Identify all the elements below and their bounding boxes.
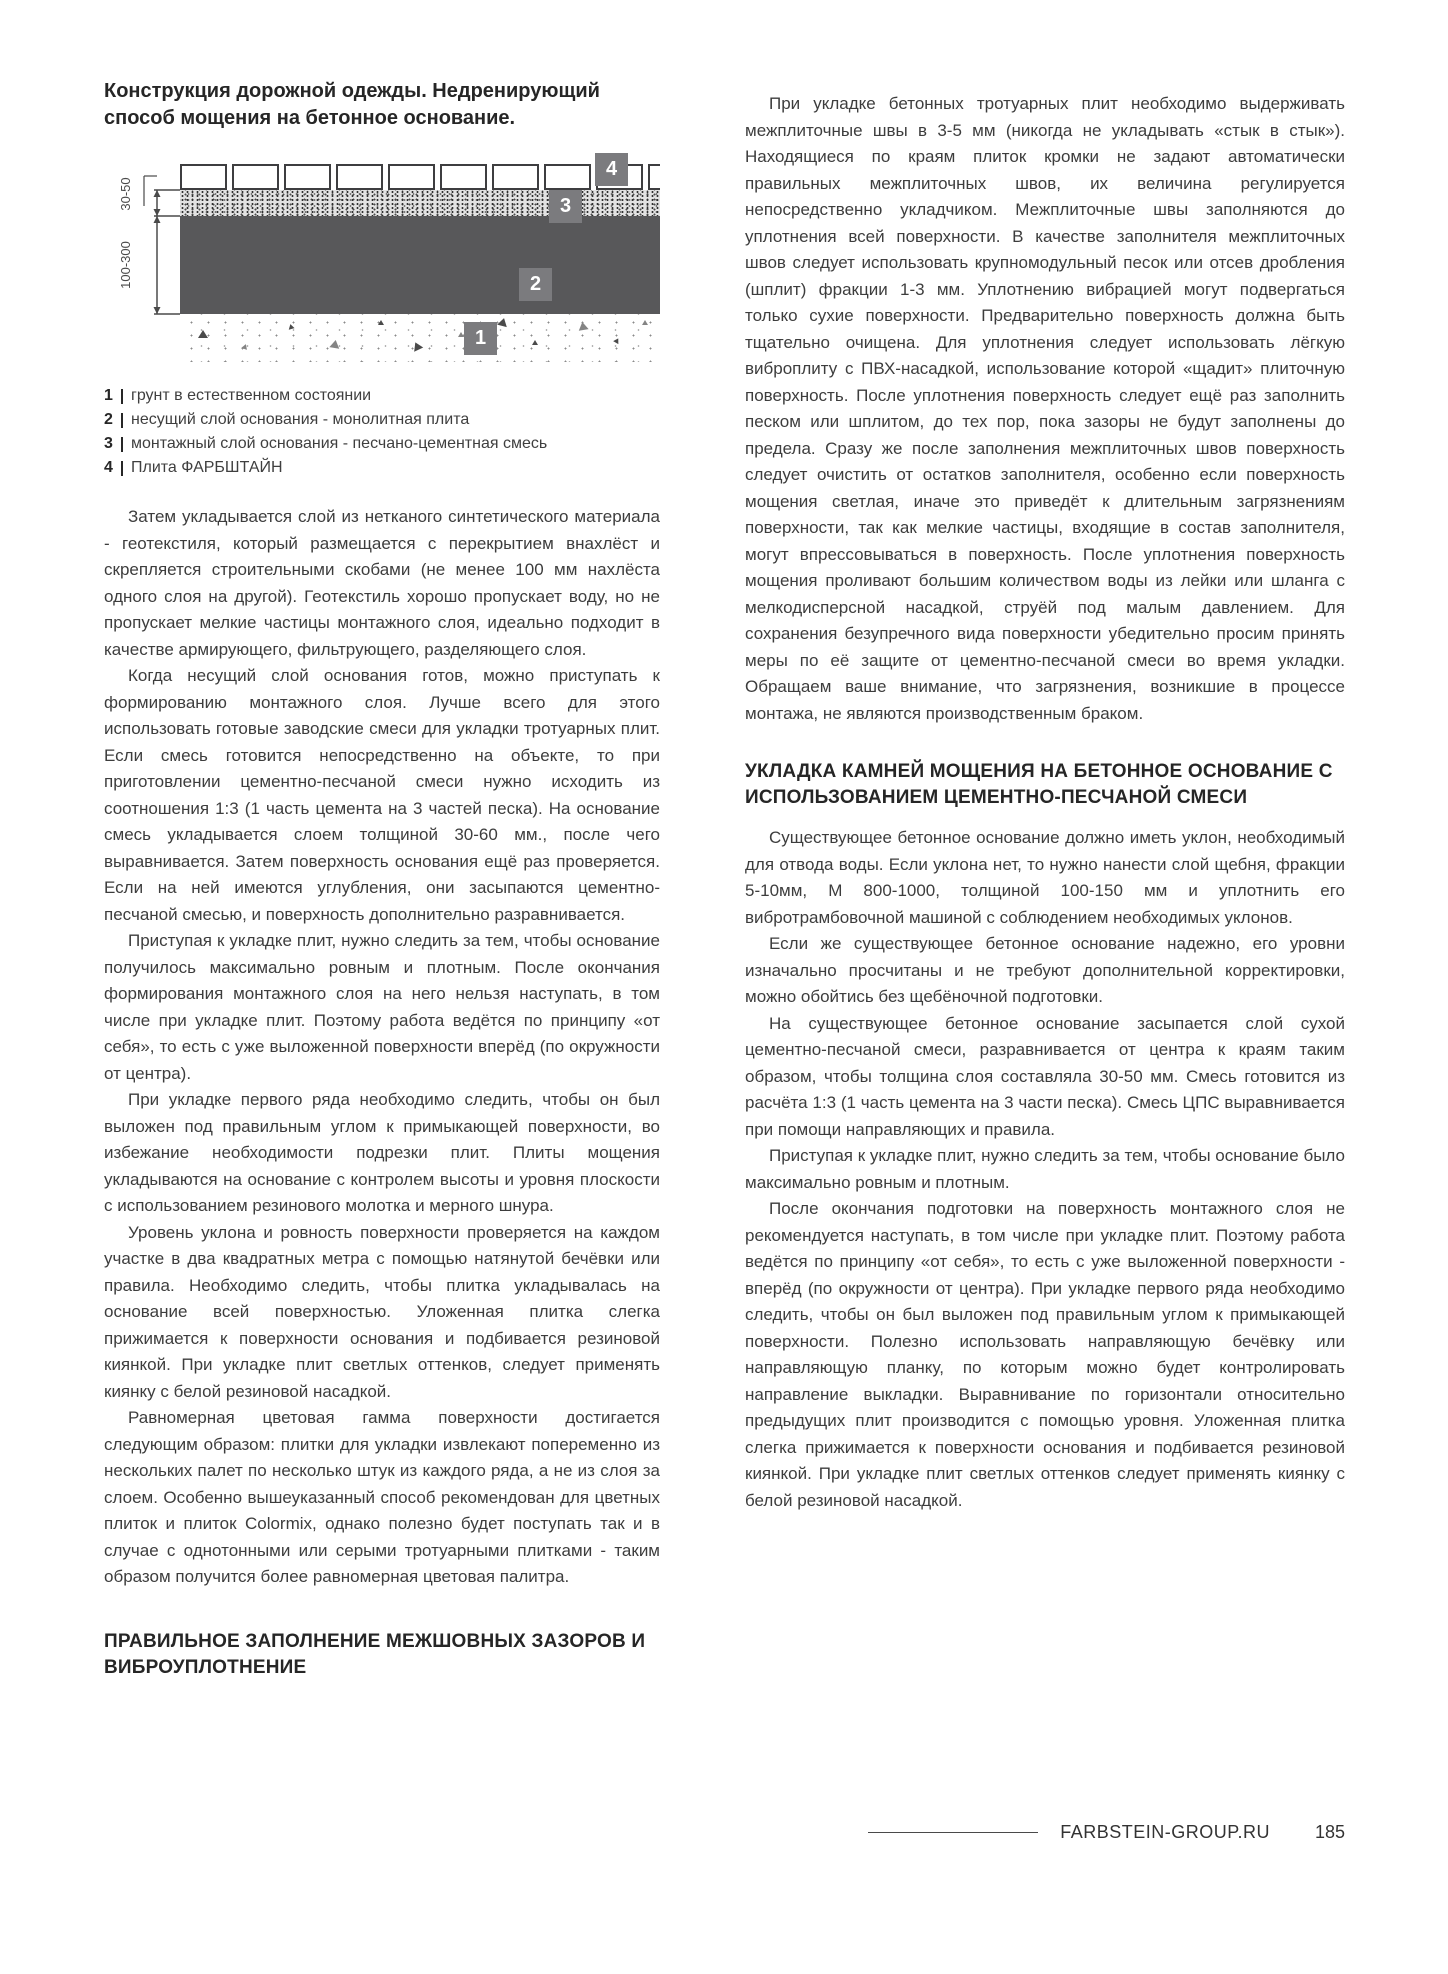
paver-tile xyxy=(388,164,435,190)
section-heading-joint-filling: ПРАВИЛЬНОЕ ЗАПОЛНЕНИЕ МЕЖШОВНЫХ ЗАЗОРОВ И ВИБРОУПЛОТНЕНИЕ xyxy=(104,1630,646,1678)
paver-tile xyxy=(492,164,539,190)
legend-separator xyxy=(121,413,123,428)
gravel-triangle xyxy=(287,323,294,329)
paver-tile xyxy=(544,164,591,190)
paver-tile xyxy=(180,164,227,190)
legend-label: Плита ФАРБШТАЙН xyxy=(131,459,283,476)
right-column xyxy=(745,78,1345,1681)
gravel-triangle xyxy=(241,343,248,350)
legend-label: несущий слой основания - монолитная плита xyxy=(131,411,470,428)
gravel-triangle xyxy=(329,339,340,349)
layer-badge-1: 1 xyxy=(464,322,497,355)
gravel-triangle xyxy=(497,317,509,327)
gravel-triangle xyxy=(577,321,588,331)
gravel-triangle xyxy=(198,330,208,338)
legend-number: 3 xyxy=(104,435,113,452)
layer-badge-4: 4 xyxy=(595,153,628,186)
paver-tile xyxy=(336,164,383,190)
paragraph: Приступая к укладке плит, нужно следить за тем, чтобы основание было максимально ровным и плотным. xyxy=(745,1146,1345,1192)
layer-subgrade-soil xyxy=(180,314,660,362)
gravel-triangle xyxy=(378,320,384,325)
paragraph: Существующее бетонное основание должно иметь уклон, необходимый для отвода воды. Если уклона нет, то нужно нанести слой щебня, фракции 5-10мм, М 800-1000, толщиной 100-150 мм и уплотнить его вибротрамбовочной машиной с соблюдением необходимых уклонов. xyxy=(745,828,1345,927)
legend-separator xyxy=(121,437,123,452)
layer-bedding-sand-cement xyxy=(180,190,660,216)
layer-badge-2: 2 xyxy=(519,268,552,301)
figure-title: Конструкция дорожной одежды. Недренирующий способ мощения на бетонное основание. xyxy=(104,80,600,129)
gravel-triangle xyxy=(532,340,538,345)
paragraph: Уровень уклона и ровность поверхности проверяется на каждом участке в два квадратных метра с помощью натянутой бечёвки или правила. Необходимо следить, чтобы плитка укладывалась на основание всей поверхностью. Уложенная плитка слегка прижимается к поверхности основания и подбивается резиновой киянкой. При укладке плит светлых оттенков, следует применять киянку с белой резиновой насадкой. xyxy=(104,1222,660,1401)
legend-item xyxy=(104,408,660,432)
left-column xyxy=(104,78,660,1681)
footer-site-url: FARBSTEIN-GROUP.RU xyxy=(1060,1821,1270,1842)
legend-separator xyxy=(121,461,123,476)
paragraph: Приступая к укладке плит, нужно следить за тем, чтобы основание получилось максимально ровным и плотным. После окончания формирования монтажного слоя на него нельзя наступать, в том числе при укладке плит. Поэтому работа ведётся по принципу «от себя», то есть с уже выложенной поверхности вперёд (по окружности от центра). xyxy=(104,931,660,1083)
dimension-label-bedding: 30-50 xyxy=(118,177,133,211)
legend-separator xyxy=(121,389,123,404)
paragraph: Когда несущий слой основания готов, можно приступать к формированию монтажного слоя. Лучше всего для этого использовать готовые заводские смеси для укладки тротуарных плит. Если смесь готовится непосредственно на объекте, то при приготовлении цементно-песчаной смеси нужно исходить из соотношения 1:3 (1 часть цемента на 3 частей песка). На основание смесь укладывается слоем толщиной 30-60 мм., после чего выравнивается. Затем поверхность основания ещё раз проверяется. Если на ней имеются углубления, они засыпаются цементно-песчаной смесью, и поверхность дополнительно разравнивается. xyxy=(104,666,660,924)
paver-tile xyxy=(284,164,331,190)
legend-label: монтажный слой основания - песчано-цементная смесь xyxy=(131,435,548,452)
diagram-layers xyxy=(180,162,660,362)
paver-tile xyxy=(440,164,487,190)
legend-number: 2 xyxy=(104,411,113,428)
legend-item xyxy=(104,384,660,408)
dimension-label-slab: 100-300 xyxy=(118,241,133,289)
legend-label: грунт в естественном состоянии xyxy=(131,387,372,404)
gravel-triangle xyxy=(642,320,648,325)
layer-base-slab xyxy=(180,216,660,314)
paragraph: Равномерная цветовая гамма поверхности достигается следующим образом: плитки для укладки извлекают попеременно из нескольких палет по несколько штук из каждого ряда, а не из слоя за слоем. Особенно вышеуказанный способ рекомендован для цветных плиток и плиток Colormix, однако полезно будет поступать так и в случае с однотонными или серыми тротуарными плитками - таким образом получится более равномерная цветовая палитра. xyxy=(104,1408,660,1586)
pavement-layers-diagram xyxy=(104,158,660,362)
paver-tile xyxy=(648,164,660,190)
gravel-triangle xyxy=(411,340,423,351)
figure-legend xyxy=(104,384,660,480)
paver-tile xyxy=(232,164,279,190)
page-footer xyxy=(0,1818,1345,1846)
footer-rule xyxy=(868,1832,1038,1833)
section-heading-concrete-base: УКЛАДКА КАМНЕЙ МОЩЕНИЯ НА БЕТОННОЕ ОСНОВАНИЕ С ИСПОЛЬЗОВАНИЕМ ЦЕМЕНТНО-ПЕСЧАНОЙ СМЕСИ xyxy=(745,761,1333,808)
legend-number: 1 xyxy=(104,387,113,404)
layer-paver-row xyxy=(180,162,660,190)
dimension-annotation xyxy=(104,162,180,362)
legend-item xyxy=(104,456,660,480)
legend-item xyxy=(104,432,660,456)
paragraph: При укладке первого ряда необходимо следить, чтобы он был выложен под правильным углом к примыкающей поверхности, во избежание необходимости подрезки плит. Плиты мощения укладываются на основание с контролем высоты и уровня плоскости с использованием резинового молотка и мерного шнура. xyxy=(104,1090,660,1215)
paragraph: Затем укладывается слой из нетканого синтетического материала - геотекстиля, который размещается с перекрытием внахлёст и скрепляется строительными скобами (не менее 100 мм нахлёста одного слоя на другой). Геотекстиль хорошо пропускает воду, но не пропускает мелкие частицы монтажного слоя, идеально подходит в качестве армирующего, фильтрующего, разделяющего слоя. xyxy=(104,507,660,659)
paragraph: Если же существующее бетонное основание надежно, его уровни изначально просчитаны и не требуют дополнительной корректировки, можно обойтись без щебёночной подготовки. xyxy=(745,934,1345,1006)
legend-number: 4 xyxy=(104,459,113,476)
left-body-text xyxy=(104,504,660,1591)
layer-badge-3: 3 xyxy=(549,190,582,223)
paragraph: На существующее бетонное основание засыпается слой сухой цементно-песчаной смеси, разравнивается от центра к краям таким образом, чтобы толщина слоя составляла 30-50 мм. Смесь готовится из расчёта 1:3 (1 часть цемента на 3 части песка). Смесь ЦПС выравнивается при помощи направляющих и правила. xyxy=(745,1013,1345,1139)
gravel-triangle xyxy=(613,337,621,344)
footer-page-number: 185 xyxy=(1314,1821,1345,1842)
paragraph: При укладке бетонных тротуарных плит необходимо выдерживать межплиточные швы в 3-5 мм (никогда не укладывать «стык в стык»). Находящиеся по краям плиток кромки не задают автоматически правильных межплиточных швов, их величина регулируется непосредственно укладчиком. Межплиточные швы заполняются до уплотнения всей поверхности. В качестве заполнителя межплиточных швов следует использовать крупномодульный песок или отсев дробления (шплит) фракции 1-3 мм. Уплотнению вибрацией могут подвергаться только сухие поверхности. Предварительно поверхность должна быть тщательно очищена. Для уплотнения следует использовать лёгкую виброплиту с ПВХ-насадкой, использование которой «щадит» плиточную поверхность. После уплотнения поверхность следует ещё раз заполнить песком или шплитом, до тех пор, пока зазоры не будут заполнены до предела. Сразу же после заполнения межплиточных швов поверхность следует очистить от остатков заполнителя, особенно если поверхность мощения светлая, иначе это приведёт к длительным загрязнениям поверхности, так как мелкие частицы, входящие в состав заполнителя, могут впрессовываться в поверхность. После уплотнения поверхность мощения проливают большим количеством воды из лейки или шланга с мелкодисперсной насадкой, струёй под малым давлением. Для сохранения безупречного вида поверхности убедительно просим принять меры по её защите от цементно-песчаной смеси во время укладки. Обращаем ваше внимание, что загрязнения, возникшие в процессе монтажа, не являются производственным браком. xyxy=(745,94,1345,723)
paragraph: После окончания подготовки на поверхность монтажного слоя не рекомендуется наступать, в том числе при укладке плит. Поэтому работа ведётся по принципу «от себя», то есть с уже выложенной поверхности - вперёд (по окружности от центра). При укладке первого ряда необходимо следить, чтобы он был выложен под правильным углом к примыкающей поверхности. Полезно использовать направляющую бечёвку или направляющую планку, по которым можно будет контролировать направление выкладки. Выравнивание по горизонтали относительно предыдущих плит производится с помощью уровня. Уложенная плитка слегка прижимается к поверхности основания и подбивается резиновой киянкой. При укладке плит светлых оттенков следует применять киянку с белой резиновой насадкой. xyxy=(745,1199,1345,1510)
